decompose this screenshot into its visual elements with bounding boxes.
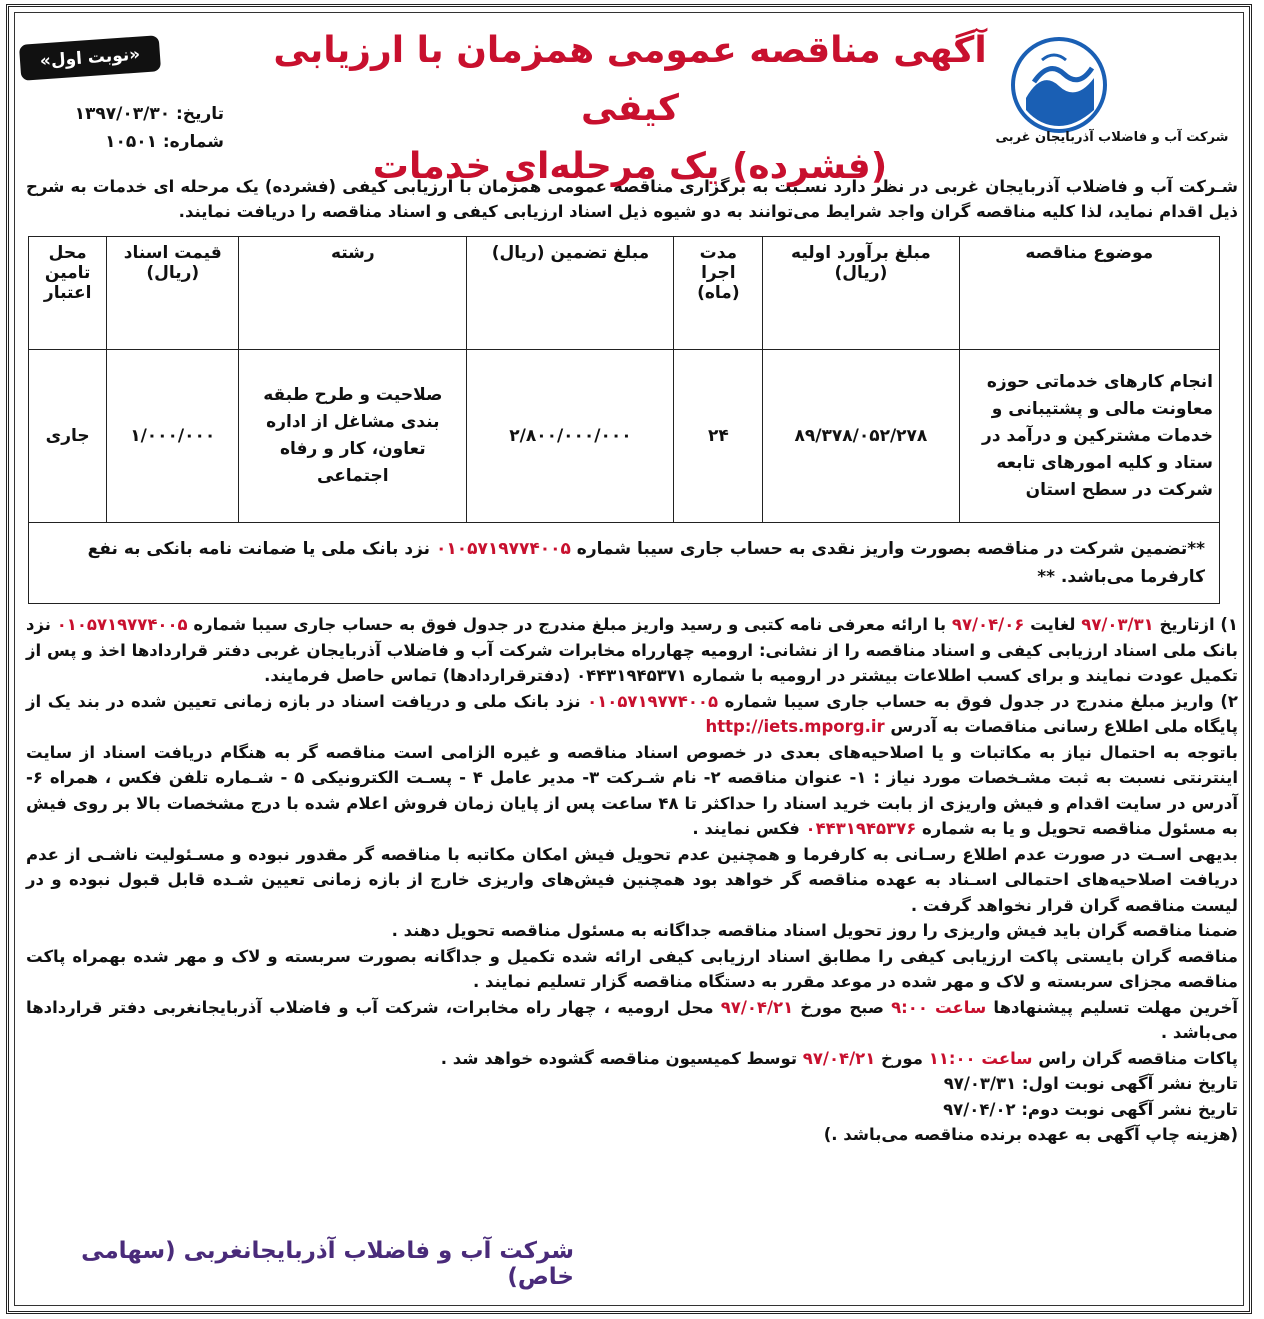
cell-price: ۱/۰۰۰/۰۰۰ — [107, 350, 239, 523]
title-line-2: (فشرده) یک مرحله‌ای خدمات — [372, 146, 888, 187]
publish-date-1: تاریخ نشر آگهی نوبت اول: ۹۷/۰۳/۳۱ — [943, 1074, 1238, 1093]
cell-subject: انجام کارهای خدماتی حوزه معاونت مالی و پشتیبانی و خدمات مشترکین و درآمد در ستاد و کلیه امورهای تابعه شرکت در سطح استان — [959, 350, 1219, 523]
clause-deadline: آخرین مهلت تسلیم پیشنهادها ساعت ۹:۰۰ صبح مورخ ۹۷/۰۴/۲۱ محل ارومیه ، چهار راه مخابرات، شرکت آب و فاضلاب آذربایجانغربی دفتر قراردادها می‌باشد . — [26, 997, 1238, 1042]
notice-meta — [24, 100, 224, 156]
cell-field: صلاحیت و طرح طبقه بندی مشاغل از اداره تعاون، کار و رفاه اجتماعی — [239, 350, 467, 523]
intro-paragraph: شـرکت آب و فاضلاب آذربایجان غربی در نظر دارد نسـبت به برگزاری مناقصه عمومی همزمان با ارزیابی کیفی (فشرده) یک مرحله ای خدمات به شرح ذیل اقدام نماید، لذا کلیه مناقصه گران واجد شرایط می‌توانند به دو شیوه ذیل اسناد ارزیابی کیفی و اسناد مناقصه را دریافت نمایند. — [26, 177, 1238, 221]
clause-responsibility: بدیهی اسـت در صورت عدم اطلاع رسـانی به کارفرما و همچنین عدم تحویل فیش امکان مکاتبه با مناقصه گر مقدور نبوده و مسـئولیت ناشـی از عدم دریافت اصلاحیه‌های احتمالی اسـناد به عهده مناقصه گر خواهد بود همچنین فیش‌های واریزی خارج از بازه زمانی تعیین شـده قابل قبول نبوده و در لیست مناقصه گران قرار نخواهد گرفت . — [26, 844, 1238, 915]
header-guarantee: مبلغ تضمین (ریال) — [467, 237, 674, 350]
header-price: قیمت اسناد (ریال) — [107, 237, 239, 350]
notice-number: شماره: ۱۰۵۰۱ — [105, 132, 224, 152]
logo-caption: شرکت آب و فاضلاب آذربایجان غربی — [995, 130, 1229, 145]
water-company-logo — [1004, 30, 1114, 140]
cell-funding: جاری — [29, 350, 107, 523]
cell-estimate: ۸۹/۳۷۸/۰۵۲/۲۷۸ — [763, 350, 959, 523]
account-number: ۰۱۰۵۷۱۹۷۷۴۰۰۵ — [587, 691, 719, 711]
fax-number: ۰۴۴۳۱۹۴۵۳۷۶ — [805, 819, 917, 838]
account-number: ۰۱۰۵۷۱۹۷۷۴۰۰۵ — [56, 615, 188, 634]
notice-title — [240, 22, 1020, 196]
clause-1: ۱) ازتاریخ ۹۷/۰۳/۳۱ لغایت ۹۷/۰۴/۰۶ با ارائه معرفی نامه کتبی و رسید واریز مبلغ مندرج در جدول فوق به حساب جاری سیبا شماره ۰۱۰۵۷۱۹۷۷۴۰۰۵ نزد بانک ملی اسناد ارزیابی کیفی و اسناد مناقصه را از نشانی: ارومیه چهارراه مخابرات شرکت آب و فاضلاب آذربایجان غربی دفتر قراردادها اخذ و پس از تکمیل عودت نمایند و برای کسب اطلاعات بیشتر در ارومیه با شماره ۰۴۴۳۱۹۴۵۳۷۱ (دفترقراردادها) تماس حاصل فرمایند. — [26, 615, 1238, 685]
opening-time: ساعت ۱۱:۰۰ — [928, 1048, 1033, 1068]
clause-receipt: ضمنا مناقصه گران باید فیش واریزی را روز تحویل اسناد مناقصه جداگانه به مسئول مناقصه تحویل دهند . — [391, 921, 1238, 940]
iets-link[interactable]: http://iets.mporg.ir — [705, 717, 885, 736]
clause-envelopes: مناقصه گران بایستی پاکت ارزیابی کیفی را مطابق اسناد ارزیابی کیفی ارائه شده تکمیل و جداگانه بصورت سربسته و لاک و مهر شده بهمراه پاکت مناقصه مجزای سربسته و لاک و مهر شده در موعد مقرر به دستگاه مناقصه گزار تسلیم نمایند . — [26, 946, 1238, 991]
cost-note: (هزینه چاپ آگهی به عهده برنده مناقصه می‌باشد .) — [823, 1125, 1238, 1144]
opening-date: ۹۷/۰۴/۲۱ — [802, 1048, 876, 1068]
header-subject: موضوع مناقصه — [959, 237, 1219, 350]
table-row — [29, 350, 1220, 523]
company-signature: شرکت آب و فاضلاب آذربایجانغربی (سهامی خاص) — [81, 1238, 574, 1290]
notice-body — [26, 612, 1238, 1148]
clause-opening: پاکات مناقصه گران راس ساعت ۱۱:۰۰ مورخ ۹۷/۰۴/۲۱ توسط کمیسیون مناقصه گشوده خواهد شد . — [440, 1048, 1238, 1068]
start-date: ۹۷/۰۳/۳۱ — [1081, 615, 1154, 634]
deadline-date: ۹۷/۰۴/۲۱ — [720, 997, 794, 1017]
header-funding: محل تامین اعتبار — [29, 237, 107, 350]
end-date: ۹۷/۰۴/۰۶ — [951, 615, 1025, 634]
title-line-1: آگهی مناقصه عمومی همزمان با ارزیابی کیفی — [273, 30, 987, 129]
account-number: ۰۱۰۵۷۱۹۷۷۴۰۰۵ — [435, 539, 571, 559]
deadline-time: ساعت ۹:۰۰ — [891, 997, 987, 1017]
guarantee-note-row — [29, 523, 1220, 604]
cell-guarantee: ۲/۸۰۰/۰۰۰/۰۰۰ — [467, 350, 674, 523]
clause-registration: باتوجه به احتمال نیاز به مکاتبات و یا اصلاحیه‌های بعدی در خصوص اسناد مناقصه و غیره الزامی است مناقصه گر به هنگام دریافت اسناد از سایت اینترنتی نسبت به ثبت مشـخصات مورد نیاز : ۱- عنوان مناقصه ۲- نام شـرکت ۳- مدیر عامل ۴ - پسـت الکترونیکی ۵ - شـماره تلفن فکس ، همراه ۶- آدرس در سایت اقدام و فیش واریزی از بابت خرید اسناد را حداکثر تا ۴۸ ساعت پس از پایان زمان فروش اعلام شده با درج مشخصات بالا بر روی فیش به مسئول مناقصه تحویل و یا به شماره ۰۴۴۳۱۹۴۵۳۷۶ فکس نمایند . — [26, 742, 1239, 838]
tender-table — [28, 236, 1220, 604]
guarantee-note: **تضمین شرکت در مناقصه بصورت واریز نقدی به حساب جاری سیبا شماره ۰۱۰۵۷۱۹۷۷۴۰۰۵ نزد بانک ملی یا ضمانت نامه بانکی به نفع کارفرما می‌باشد. ** — [29, 523, 1220, 604]
cell-duration: ۲۴ — [674, 350, 763, 523]
table-header-row — [29, 237, 1220, 350]
first-round-badge: «نوبت اول» — [19, 35, 161, 81]
clause-2: ۲) واریز مبلغ مندرج در جدول فوق به حساب جاری سیبا شماره ۰۱۰۵۷۱۹۷۷۴۰۰۵ نزد بانک ملی و دریافت اسناد در بازه زمانی تعیین شده در بند یک از پایگاه ملی اطلاع رسانی مناقصات به آدرس http://iets.mporg.ir — [26, 691, 1238, 736]
header-estimate: مبلغ برآورد اولیه (ریال) — [763, 237, 959, 350]
header-duration: مدت اجرا (ماه) — [674, 237, 763, 350]
publish-date-2: تاریخ نشر آگهی نوبت دوم: ۹۷/۰۴/۰۲ — [943, 1099, 1238, 1119]
notice-date: تاریخ: ۱۳۹۷/۰۳/۳۰ — [74, 104, 224, 124]
header-field: رشته — [239, 237, 467, 350]
